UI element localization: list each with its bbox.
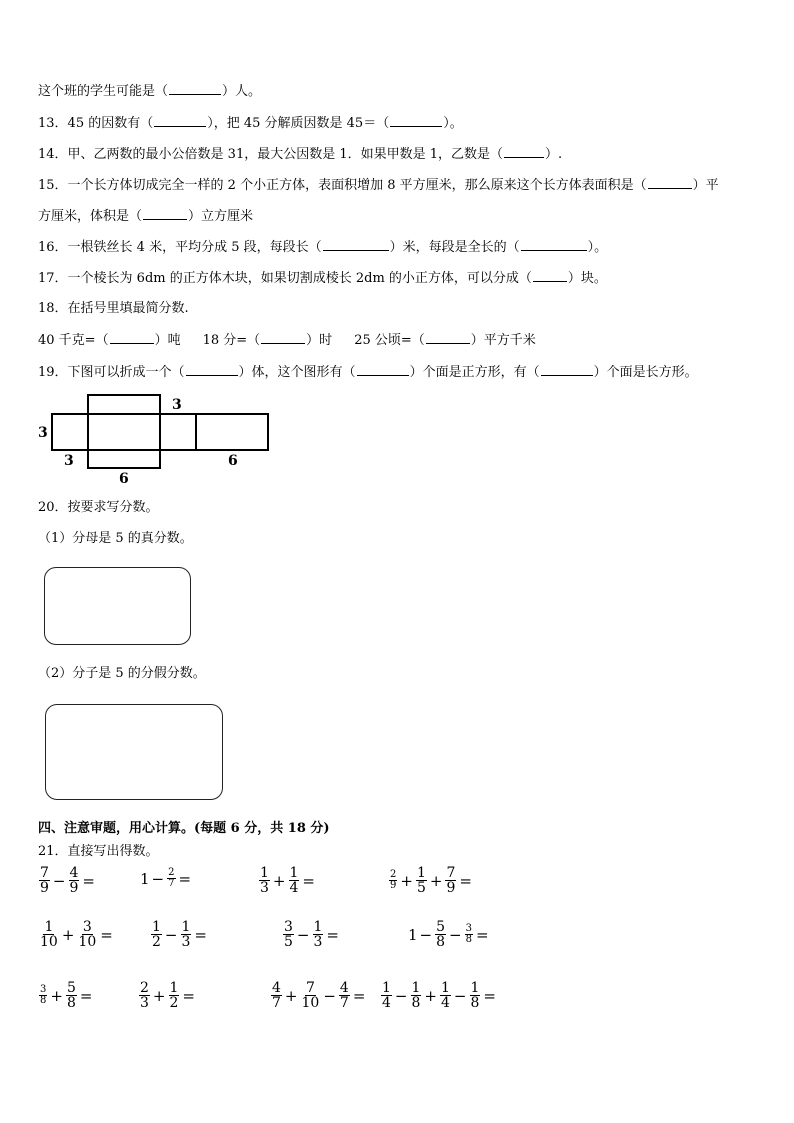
text: ）. [545, 147, 563, 162]
numerator: 1 [470, 980, 480, 996]
net-face [160, 414, 196, 450]
denominator: 9 [40, 880, 49, 896]
question-18 [38, 300, 189, 318]
fraction [440, 981, 451, 1010]
numerator: 3 [40, 984, 47, 995]
numerator: 1 [411, 980, 421, 996]
fraction [411, 981, 422, 1010]
net-face [88, 414, 160, 450]
denominator: 10 [301, 995, 320, 1011]
operator: − [419, 925, 433, 944]
text: 25 公顷=（ [354, 333, 425, 348]
text: 15．一个长方体切成完全一样的 2 个小正方体，表面积增加 8 平方厘米，那么原来这个长方体表面积是（ [38, 178, 647, 193]
fraction [77, 920, 97, 949]
text: 19．下图可以折成一个（ [38, 365, 185, 380]
text: ）立方厘米 [188, 209, 254, 224]
denominator: 8 [411, 995, 421, 1011]
answer-blank[interactable] [648, 176, 692, 189]
text: 17．一个棱长为 6dm 的正方体木块，如果切割成棱长 2dm 的小正方体，可以分成（ [38, 271, 532, 286]
numerator: 2 [140, 980, 149, 996]
numerator: 7 [446, 865, 456, 881]
operator: + [152, 986, 166, 1005]
fraction [389, 870, 397, 891]
denominator: 4 [441, 995, 450, 1011]
denominator: 8 [436, 934, 446, 950]
denominator: 10 [78, 934, 97, 950]
text: （2）分子是 5 的分假分数。 [38, 666, 206, 681]
question-20-1 [38, 530, 193, 548]
text: ）时 [306, 333, 333, 348]
equals: = [82, 871, 95, 890]
fraction [416, 866, 427, 895]
denominator: 5 [416, 880, 426, 896]
answer-blank[interactable] [504, 145, 544, 158]
question-21 [38, 843, 159, 861]
denominator: 3 [313, 934, 323, 950]
answer-blank[interactable] [521, 238, 587, 251]
denominator: 8 [40, 995, 47, 1006]
question-19 [38, 363, 698, 382]
fraction [169, 981, 180, 1010]
fraction [289, 866, 300, 895]
calc-6 [150, 920, 209, 949]
fraction [465, 924, 473, 945]
denominator: 8 [465, 934, 472, 945]
fraction [381, 981, 392, 1010]
operator: + [284, 986, 298, 1005]
operator: + [61, 925, 75, 944]
operator: − [296, 925, 310, 944]
text: 20．按要求写分数。 [38, 500, 159, 515]
label-bottom-right: 6 [228, 453, 238, 469]
fraction [39, 920, 59, 949]
numerator: 1 [441, 980, 450, 996]
calc-4 [388, 866, 474, 895]
fraction [470, 981, 481, 1010]
text: 21．直接写出得数。 [38, 844, 159, 859]
fraction [167, 868, 175, 889]
text: （1）分母是 5 的真分数。 [38, 531, 193, 546]
label-bottom-left: 3 [64, 453, 74, 469]
operator: + [400, 871, 413, 890]
numerator: 1 [152, 919, 161, 935]
operator: − [449, 925, 462, 944]
equals: = [476, 925, 489, 944]
denominator: 7 [339, 995, 349, 1011]
label-top: 3 [172, 397, 182, 413]
fraction [139, 981, 150, 1010]
question-13 [38, 114, 463, 133]
calc-8 [408, 920, 491, 949]
answer-blank[interactable] [169, 82, 221, 95]
operator: − [453, 986, 467, 1005]
answer-blank[interactable] [143, 207, 187, 220]
denominator: 2 [152, 934, 161, 950]
numerator: 3 [82, 919, 92, 935]
numerator: 3 [284, 919, 293, 935]
text: ）。 [443, 116, 463, 131]
text: ）体，这个图形有（ [238, 365, 356, 380]
equals: = [483, 986, 496, 1005]
text: ）吨 [154, 333, 181, 348]
numerator: 5 [66, 980, 76, 996]
denominator: 10 [40, 934, 58, 950]
numerator: 1 [181, 919, 191, 935]
answer-blank[interactable] [426, 331, 470, 344]
question-14 [38, 145, 562, 164]
text: 13．45 的因数有（ [38, 116, 154, 131]
denominator: 5 [284, 934, 293, 950]
fraction [39, 866, 50, 895]
denominator: 3 [260, 880, 269, 896]
fraction [301, 981, 321, 1010]
numerator: 7 [305, 980, 315, 996]
text: 18 分=（ [202, 333, 261, 348]
numerator: 4 [272, 980, 281, 996]
operator: + [429, 871, 443, 890]
numerator: 4 [339, 980, 349, 996]
fraction [271, 981, 282, 1010]
fraction [66, 981, 77, 1010]
text: 方厘米，体积是（ [38, 209, 143, 224]
text: ）平 [692, 178, 719, 193]
calc-11 [270, 981, 367, 1010]
answer-box-2[interactable] [45, 704, 223, 800]
question-16 [38, 238, 607, 257]
answer-blank[interactable] [323, 238, 389, 251]
denominator: 9 [446, 880, 456, 896]
answer-blank[interactable] [357, 363, 409, 376]
label-left: 3 [38, 425, 48, 441]
numerator: 3 [465, 923, 472, 934]
operator: + [50, 986, 63, 1005]
operator: − [151, 869, 165, 888]
text: 40 千克=（ [38, 333, 109, 348]
operator: + [272, 871, 286, 890]
answer-blank[interactable] [154, 114, 206, 127]
denominator: 4 [289, 880, 299, 896]
calc-3 [258, 866, 317, 895]
question-17 [38, 269, 607, 288]
answer-blank[interactable] [541, 363, 593, 376]
text: ）平方千米 [470, 333, 536, 348]
calc-7 [282, 920, 341, 949]
fraction [283, 920, 294, 949]
fraction [445, 866, 456, 895]
operator: − [52, 871, 66, 890]
text: ）个面是正方形，有（ [409, 365, 540, 380]
text: 16．一根铁丝长 4 米，平均分成 5 段，每段长（ [38, 240, 322, 255]
fraction [181, 920, 192, 949]
answer-blank[interactable] [533, 269, 567, 282]
equals: = [459, 871, 472, 890]
equals: = [178, 869, 192, 888]
numerator: 7 [40, 865, 49, 881]
text: ），把 45 分解质因数是 45＝（ [207, 116, 390, 131]
section-4-title: 四、注意审题，用心计算。(每题 6 分，共 18 分) [38, 821, 330, 836]
net-face [88, 450, 160, 468]
answer-blank[interactable] [261, 331, 305, 344]
question-15-cont [38, 207, 253, 226]
calc-10 [138, 981, 197, 1010]
equals: = [100, 925, 113, 944]
denominator: 7 [272, 995, 281, 1011]
text: ）。 [587, 240, 608, 255]
denominator: 9 [69, 880, 79, 896]
operator: + [424, 986, 437, 1005]
text: ）个面是长方形。 [593, 365, 698, 380]
answer-blank[interactable] [186, 363, 238, 376]
text: ）块。 [567, 271, 607, 286]
answer-box-1[interactable] [44, 567, 191, 645]
fraction [339, 981, 350, 1010]
question-15 [38, 176, 719, 195]
equals: = [194, 925, 207, 944]
net-face [52, 414, 88, 450]
fraction [435, 920, 446, 949]
net-face [196, 414, 268, 450]
text: 这个班的学生可能是（ [38, 84, 169, 99]
numerator: 5 [436, 919, 446, 935]
equals: = [326, 925, 339, 944]
question-continuation [38, 82, 261, 101]
text: ）米，每段是全长的（ [389, 240, 520, 255]
numerator: 1 [260, 865, 269, 881]
numerator: 1 [289, 865, 299, 881]
numerator: 2 [390, 869, 397, 880]
equals: = [182, 986, 195, 1005]
text: 14．甲、乙两数的最小公倍数是 31，最大公因数是 1．如果甲数是 1，乙数是（ [38, 147, 504, 162]
numerator: 1 [382, 980, 391, 996]
numerator: 1 [44, 919, 54, 935]
fraction [151, 920, 162, 949]
denominator: 9 [390, 880, 397, 891]
equals: = [79, 986, 93, 1005]
fraction [39, 985, 47, 1006]
equals: = [302, 871, 315, 890]
operator: − [394, 986, 408, 1005]
calc-9 [38, 981, 94, 1010]
denominator: 3 [181, 934, 191, 950]
text: ）人。 [222, 84, 262, 99]
fraction [69, 866, 80, 895]
question-20 [38, 499, 159, 517]
denominator: 8 [66, 995, 76, 1011]
question-20-2 [38, 665, 206, 683]
calc-1 [38, 866, 97, 895]
whole-number: 1 [408, 925, 418, 944]
fraction [313, 920, 324, 949]
operator: − [164, 925, 178, 944]
calc-5 [38, 920, 115, 949]
answer-blank[interactable] [110, 331, 154, 344]
operator: − [323, 986, 336, 1005]
numerator: 1 [169, 980, 179, 996]
numerator: 1 [416, 865, 426, 881]
calc-2 [140, 868, 193, 889]
denominator: 4 [382, 995, 391, 1011]
cuboid-net-figure [34, 392, 274, 486]
net-face [88, 395, 160, 414]
denominator: 8 [470, 995, 480, 1011]
text: 18．在括号里填最简分数. [38, 301, 189, 316]
denominator: 7 [168, 878, 175, 889]
whole-number: 1 [140, 869, 150, 888]
fraction [259, 866, 270, 895]
numerator: 1 [313, 919, 323, 935]
label-bottom-mid: 6 [119, 471, 129, 486]
numerator: 2 [168, 867, 175, 878]
calc-12 [380, 981, 498, 1010]
answer-blank[interactable] [390, 114, 442, 127]
equals: = [352, 986, 366, 1005]
numerator: 4 [69, 865, 79, 881]
denominator: 3 [140, 995, 149, 1011]
denominator: 2 [169, 995, 179, 1011]
question-18-items [38, 331, 536, 350]
